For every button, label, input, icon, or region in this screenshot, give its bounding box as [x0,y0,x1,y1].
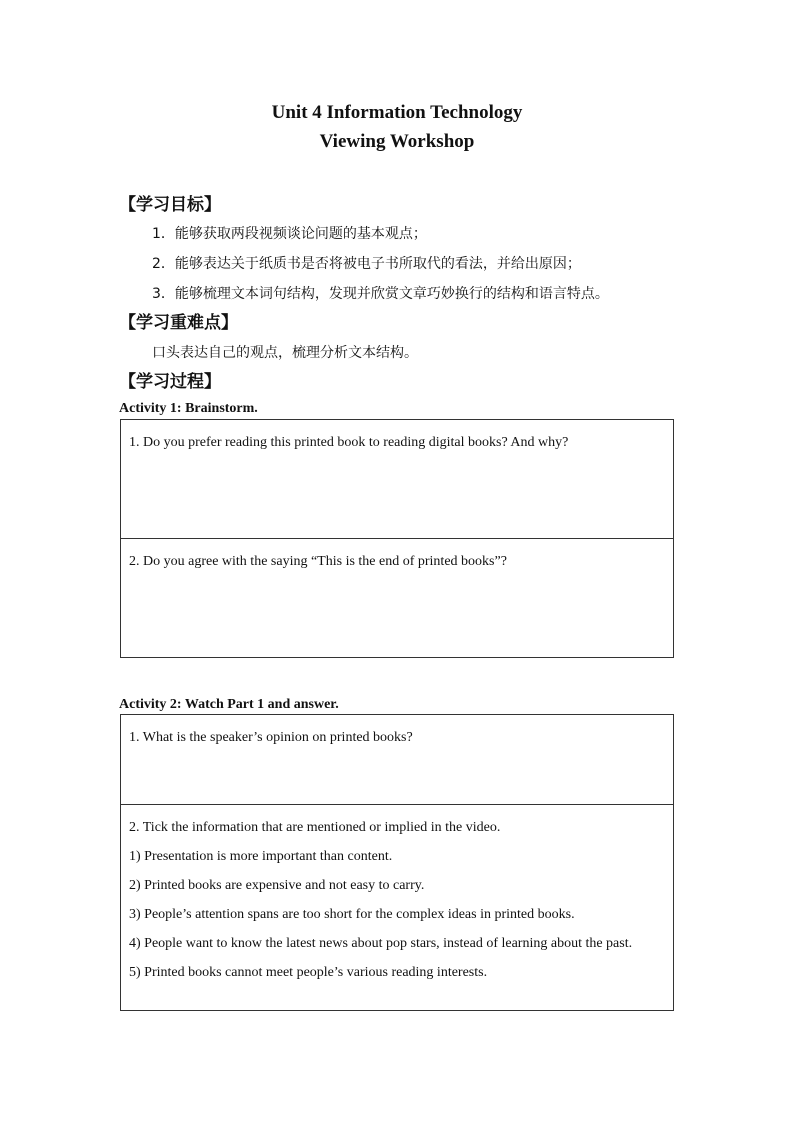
activity2-q1: 1. What is the speaker’s opinion on printed books? [129,730,413,745]
option-item-1: 1) Presentation is more important than content. [129,849,393,864]
activity1-q2: 2. Do you agree with the saying “This is the end of printed books”? [129,554,507,569]
option-item-5: 5) Printed books cannot meet people’s various reading interests. [129,965,488,980]
goal-item-3: 3．能够梳理文本词句结构，发现并欣赏文章巧妙换行的结构和语言特点。 [152,286,609,302]
activity2-title: Activity 2: Watch Part 1 and answer. [119,697,339,712]
option-item-2: 2) Printed books are expensive and not easy to carry. [129,878,425,893]
activity1-q2-cell[interactable] [121,539,674,658]
key-points-text: 口头表达自己的观点，梳理分析文本结构。 [152,345,418,361]
option-item-4: 4) People want to know the latest news about pop stars, instead of learning about the past. [129,936,633,951]
document-subtitle: Viewing Workshop [319,131,475,152]
goal-item-1: 1．能够获取两段视频谈论问题的基本观点； [152,226,427,242]
activity2-q2-cell[interactable] [121,805,674,1011]
activity2-q1-cell[interactable] [121,715,674,805]
activity1-title: Activity 1: Brainstorm. [119,401,258,416]
activity2-table [120,714,674,1011]
goal-item-2: 2．能够表达关于纸质书是否将被电子书所取代的看法，并给出原因； [152,256,581,272]
activity1-q1: 1. Do you prefer reading this printed book to reading digital books? And why? [129,435,569,450]
process-heading: 【学习过程】 [119,372,221,392]
activity1-table [120,419,674,658]
key-points-heading: 【学习重难点】 [119,313,238,333]
activity1-q1-cell[interactable] [121,420,674,539]
activity2-q2: 2. Tick the information that are mentioned or implied in the video. [129,820,501,835]
option-item-3: 3) People’s attention spans are too short for the complex ideas in printed books. [129,907,575,922]
goals-heading: 【学习目标】 [119,195,221,215]
document-title: Unit 4 Information Technology [271,102,523,123]
